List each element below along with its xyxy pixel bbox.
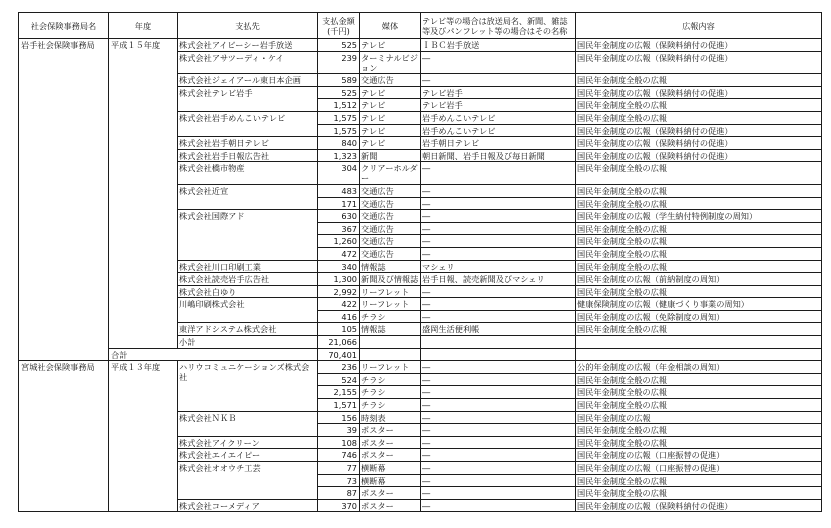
media-name-cell: テレビ岩手: [421, 86, 576, 99]
payee-cell: 川嶋印刷株式会社: [178, 298, 318, 323]
media-cell: 時刻表: [360, 411, 421, 424]
content-cell: 国民年金制度の広報（口座振替の促進）: [576, 462, 822, 475]
empty-cell: [421, 348, 576, 361]
content-cell: 公的年金制度の広報（年金相談の周知）: [576, 361, 822, 374]
amount-cell: 1,571: [318, 399, 360, 412]
media-name-cell: ―: [421, 487, 576, 500]
media-name-cell: ―: [421, 373, 576, 386]
amount-cell: 367: [318, 222, 360, 235]
content-cell: 国民年金制度の広報（前納制度の周知）: [576, 273, 822, 286]
amount-cell: 370: [318, 499, 360, 512]
media-name-cell: 朝日新聞、岩手日報及び毎日新聞: [421, 149, 576, 162]
payee-cell: 株式会社川口印刷工業: [178, 260, 318, 273]
content-cell: 国民年金制度の広報（口座振替の促進）: [576, 449, 822, 462]
media-cell: ポスター: [360, 499, 421, 512]
content-cell: 国民年金制度全般の広報: [576, 162, 822, 185]
payee-cell: 株式会社ＮＫＢ: [178, 411, 318, 436]
header-payee: 支払先: [178, 13, 318, 39]
amount-cell: 171: [318, 197, 360, 210]
media-cell: 交通広告: [360, 184, 421, 197]
subtotal-amount-cell: 21,066: [318, 336, 360, 349]
payee-cell: 株式会社岩手日報広告社: [178, 149, 318, 162]
media-name-cell: ―: [421, 399, 576, 412]
media-cell: 交通広告: [360, 235, 421, 248]
empty-cell: [576, 336, 822, 349]
media-name-cell: ―: [421, 222, 576, 235]
amount-cell: 73: [318, 474, 360, 487]
media-cell: リーフレット: [360, 361, 421, 374]
fiscal-year-cell: 平成１５年度: [109, 39, 178, 349]
media-cell: 交通広告: [360, 222, 421, 235]
amount-cell: 525: [318, 39, 360, 52]
amount-cell: 1,260: [318, 235, 360, 248]
payee-cell: 東洋アドシステム株式会社: [178, 323, 318, 336]
amount-cell: 472: [318, 247, 360, 260]
media-cell: ターミナルビジョン: [360, 51, 421, 74]
media-cell: リーフレット: [360, 298, 421, 311]
media-cell: 新聞: [360, 149, 421, 162]
media-name-cell: ―: [421, 247, 576, 260]
content-cell: 国民年金制度全般の広報: [576, 99, 822, 112]
media-cell: 交通広告: [360, 74, 421, 87]
header-media-name-line1: テレビ等の場合は放送局名、新聞、雑誌: [422, 15, 568, 26]
header-amount-line1: 支払金額: [322, 15, 355, 26]
content-cell: 国民年金制度全般の広報: [576, 487, 822, 500]
content-cell: 国民年金制度の広報: [576, 411, 822, 424]
media-name-cell: ―: [421, 197, 576, 210]
media-cell: テレビ: [360, 124, 421, 137]
amount-cell: 1,512: [318, 99, 360, 112]
amount-cell: 87: [318, 487, 360, 500]
amount-cell: 39: [318, 424, 360, 437]
content-cell: 国民年金制度全般の広報: [576, 399, 822, 412]
content-cell: 国民年金制度の広報（免除制度の周知）: [576, 310, 822, 323]
empty-cell: [421, 336, 576, 349]
media-cell: テレビ: [360, 137, 421, 150]
table-row: [19, 361, 822, 374]
amount-cell: 156: [318, 411, 360, 424]
content-cell: 国民年金制度の広報（保険料納付の促進）: [576, 39, 822, 52]
media-name-cell: ―: [421, 474, 576, 487]
header-media: 媒体: [360, 13, 421, 39]
amount-cell: 525: [318, 86, 360, 99]
empty-cell: [576, 348, 822, 361]
header-amount: [318, 13, 360, 39]
payee-cell: 株式会社読売岩手広告社: [178, 273, 318, 286]
media-name-cell: ―: [421, 499, 576, 512]
media-name-cell: ―: [421, 235, 576, 248]
media-cell: ポスター: [360, 487, 421, 500]
amount-cell: 340: [318, 260, 360, 273]
total-row: [19, 348, 822, 361]
payee-cell: ハリウコミュニケーションズ株式会社: [178, 361, 318, 411]
header-year: 年度: [109, 13, 178, 39]
payee-cell: 株式会社近宣: [178, 184, 318, 209]
amount-cell: 2,155: [318, 386, 360, 399]
media-name-cell: 岩手日報、読売新聞及びマシェリ: [421, 273, 576, 286]
amount-cell: 1,300: [318, 273, 360, 286]
content-cell: 国民年金制度全般の広報: [576, 197, 822, 210]
media-cell: チラシ: [360, 399, 421, 412]
office-name-cell: 岩手社会保険事務局: [19, 39, 109, 361]
amount-cell: 77: [318, 462, 360, 475]
table-row: [19, 39, 822, 52]
payee-cell: 株式会社エイエイピー: [178, 449, 318, 462]
payee-cell: 株式会社オオウチ工芸: [178, 462, 318, 500]
content-cell: 国民年金制度全般の広報: [576, 111, 822, 124]
content-cell: 国民年金制度全般の広報: [576, 285, 822, 298]
header-row: [19, 13, 822, 39]
media-name-cell: ＩＢＣ岩手放送: [421, 39, 576, 52]
media-name-cell: ―: [421, 162, 576, 185]
office-name-cell: 宮城社会保険事務局: [19, 361, 109, 512]
content-cell: 健康保険制度の広報（健康づくり事業の周知）: [576, 298, 822, 311]
media-cell: 情報誌: [360, 323, 421, 336]
media-cell: 交通広告: [360, 197, 421, 210]
payee-cell: 株式会社橋市物産: [178, 162, 318, 185]
content-cell: 国民年金制度の広報（保険料納付の促進）: [576, 124, 822, 137]
amount-cell: 416: [318, 310, 360, 323]
fiscal-year-cell: 平成１３年度: [109, 361, 178, 512]
media-name-cell: 岩手めんこいテレビ: [421, 111, 576, 124]
content-cell: 国民年金制度の広報（学生納付特例制度の周知）: [576, 210, 822, 223]
content-cell: 国民年金制度全般の広報: [576, 424, 822, 437]
content-cell: 国民年金制度全般の広報: [576, 323, 822, 336]
amount-cell: 304: [318, 162, 360, 185]
media-name-cell: ―: [421, 436, 576, 449]
media-cell: 横断幕: [360, 462, 421, 475]
payee-cell: 株式会社国際アド: [178, 210, 318, 260]
payee-cell: 株式会社岩手朝日テレビ: [178, 137, 318, 150]
amount-cell: 422: [318, 298, 360, 311]
content-cell: 国民年金制度の広報（保険料納付の促進）: [576, 51, 822, 74]
media-cell: リーフレット: [360, 285, 421, 298]
payee-cell: 株式会社アサツーディ・ケイ: [178, 51, 318, 74]
media-cell: チラシ: [360, 386, 421, 399]
content-cell: 国民年金制度の広報（保険料納付の促進）: [576, 149, 822, 162]
empty-cell: [360, 336, 421, 349]
media-cell: 交通広告: [360, 210, 421, 223]
media-name-cell: テレビ岩手: [421, 99, 576, 112]
payee-cell: 株式会社アイビーシー岩手放送: [178, 39, 318, 52]
media-cell: クリアーホルダー: [360, 162, 421, 185]
content-cell: 国民年金制度全般の広報: [576, 74, 822, 87]
media-cell: 交通広告: [360, 247, 421, 260]
media-cell: ポスター: [360, 449, 421, 462]
empty-cell: [360, 348, 421, 361]
content-cell: 国民年金制度全般の広報: [576, 184, 822, 197]
media-cell: テレビ: [360, 86, 421, 99]
amount-cell: 746: [318, 449, 360, 462]
media-name-cell: ―: [421, 424, 576, 437]
media-name-cell: ―: [421, 462, 576, 475]
media-cell: テレビ: [360, 111, 421, 124]
amount-cell: 1,575: [318, 111, 360, 124]
payee-cell: 株式会社ジェイアール東日本企画: [178, 74, 318, 87]
payee-cell: 株式会社白ゆり: [178, 285, 318, 298]
amount-cell: 236: [318, 361, 360, 374]
amount-cell: 630: [318, 210, 360, 223]
payee-cell: 株式会社コーメディア: [178, 499, 318, 512]
amount-cell: 483: [318, 184, 360, 197]
amount-cell: 524: [318, 373, 360, 386]
media-name-cell: ―: [421, 386, 576, 399]
content-cell: 国民年金制度全般の広報: [576, 386, 822, 399]
content-cell: 国民年金制度全般の広報: [576, 260, 822, 273]
amount-cell: 239: [318, 51, 360, 74]
media-name-cell: ―: [421, 361, 576, 374]
media-name-cell: ―: [421, 310, 576, 323]
media-cell: 新聞及び情報誌: [360, 273, 421, 286]
payee-cell: 株式会社アイクリーン: [178, 436, 318, 449]
media-cell: ポスター: [360, 424, 421, 437]
media-name-cell: 盛岡生活便利帳: [421, 323, 576, 336]
content-cell: 国民年金制度全般の広報: [576, 222, 822, 235]
advertising-payments-table: [18, 12, 822, 512]
media-cell: チラシ: [360, 310, 421, 323]
payee-cell: 株式会社岩手めんこいテレビ: [178, 111, 318, 136]
media-name-cell: 岩手朝日テレビ: [421, 137, 576, 150]
header-media-name-line2: 等及びパンフレット等の場合はその名称: [422, 25, 568, 36]
content-cell: 国民年金制度全般の広報: [576, 474, 822, 487]
amount-cell: 1,323: [318, 149, 360, 162]
header-office: 社会保険事務局名: [19, 13, 109, 39]
amount-cell: 2,992: [318, 285, 360, 298]
media-name-cell: ―: [421, 210, 576, 223]
media-cell: 情報誌: [360, 260, 421, 273]
payee-cell: 株式会社テレビ岩手: [178, 86, 318, 111]
media-cell: ポスター: [360, 436, 421, 449]
content-cell: 国民年金制度の広報（保険料納付の促進）: [576, 86, 822, 99]
media-name-cell: ―: [421, 74, 576, 87]
media-cell: チラシ: [360, 373, 421, 386]
content-cell: 国民年金制度全般の広報: [576, 247, 822, 260]
subtotal-label-cell: 小計: [178, 336, 318, 349]
amount-cell: 589: [318, 74, 360, 87]
amount-cell: 105: [318, 323, 360, 336]
media-name-cell: ―: [421, 298, 576, 311]
total-label-cell: 合計: [109, 348, 318, 361]
content-cell: 国民年金制度の広報（保険料納付の促進）: [576, 499, 822, 512]
media-name-cell: ―: [421, 184, 576, 197]
content-cell: 国民年金制度の広報（保険料納付の促進）: [576, 137, 822, 150]
media-name-cell: ―: [421, 449, 576, 462]
total-amount-cell: 70,401: [318, 348, 360, 361]
content-cell: 国民年金制度全般の広報: [576, 436, 822, 449]
header-content: 広報内容: [576, 13, 822, 39]
media-cell: テレビ: [360, 39, 421, 52]
media-name-cell: ―: [421, 51, 576, 74]
media-name-cell: マシェリ: [421, 260, 576, 273]
media-name-cell: ―: [421, 285, 576, 298]
amount-cell: 1,575: [318, 124, 360, 137]
media-cell: テレビ: [360, 99, 421, 112]
media-cell: 横断幕: [360, 474, 421, 487]
amount-cell: 840: [318, 137, 360, 150]
header-amount-line2: (千円): [327, 25, 350, 36]
content-cell: 国民年金制度全般の広報: [576, 373, 822, 386]
amount-cell: 108: [318, 436, 360, 449]
header-media-name: [421, 13, 576, 39]
media-name-cell: ―: [421, 411, 576, 424]
content-cell: 国民年金制度全般の広報: [576, 235, 822, 248]
media-name-cell: 岩手めんこいテレビ: [421, 124, 576, 137]
